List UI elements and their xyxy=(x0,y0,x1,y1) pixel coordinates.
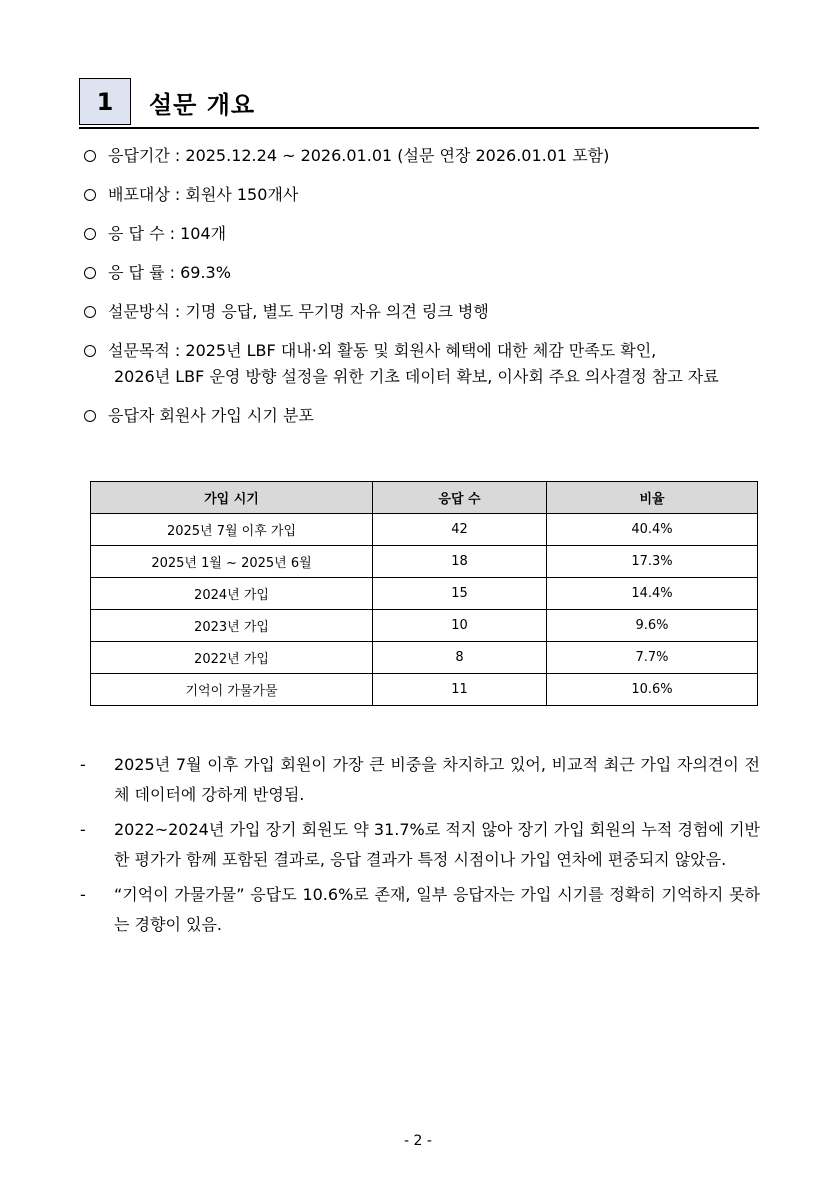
table-row xyxy=(91,514,758,546)
cell-count: 42 xyxy=(373,514,547,546)
dash-marker: - xyxy=(80,885,86,904)
bullet-period xyxy=(84,143,764,169)
bullet-text: 응답기간 : 2025.12.24 ~ 2026.01.01 (설문 연장 2026.01.01 포함) xyxy=(108,146,610,165)
circle-bullet-icon xyxy=(84,345,96,357)
cell-period: 2023년 가입 xyxy=(91,610,373,642)
section-header xyxy=(79,78,759,129)
page-number: - 2 - xyxy=(404,1133,432,1149)
table-row xyxy=(91,610,758,642)
bullet-text-continued: 2026년 LBF 운영 방향 설정을 위한 기초 데이터 확보, 이사회 주요 의사결정 참고 자료 xyxy=(114,367,719,386)
bullet-text: 설문목적 : 2025년 LBF 대내·외 활동 및 회원사 혜택에 대한 체감 만족도 확인, xyxy=(108,341,657,360)
bullet-method xyxy=(84,299,764,325)
table-header-row xyxy=(91,482,758,514)
cell-period: 2024년 가입 xyxy=(91,578,373,610)
bullet-text: 설문방식 : 기명 응답, 별도 무기명 자유 의견 링크 병행 xyxy=(108,302,489,321)
cell-count: 10 xyxy=(373,610,547,642)
cell-ratio: 9.6% xyxy=(547,610,758,642)
bullet-text: 배포대상 : 회원사 150개사 xyxy=(108,185,299,204)
bullet-text: 응답자 회원사 가입 시기 분포 xyxy=(108,406,314,425)
note-text: 2022~2024년 가입 장기 회원도 약 31.7%로 적지 않아 장기 가입 회원의 누적 경험에 기반한 평가가 함께 포함된 결과로, 응답 결과가 특정 시점이나 가입 연차에 편중되지 않았음. xyxy=(114,820,760,869)
cell-ratio: 17.3% xyxy=(547,546,758,578)
circle-bullet-icon xyxy=(84,410,96,422)
overview-bullets xyxy=(84,143,764,442)
bullet-responses xyxy=(84,221,764,247)
circle-bullet-icon xyxy=(84,267,96,279)
bullet-purpose xyxy=(84,338,764,390)
circle-bullet-icon xyxy=(84,189,96,201)
table-row xyxy=(91,578,758,610)
note-item xyxy=(80,750,760,810)
bullet-distribution xyxy=(84,403,764,429)
cell-ratio: 7.7% xyxy=(547,642,758,674)
section-number: 1 xyxy=(79,78,131,125)
analysis-notes xyxy=(80,750,760,945)
cell-ratio: 14.4% xyxy=(547,578,758,610)
cell-count: 11 xyxy=(373,674,547,706)
section-title: 설문 개요 xyxy=(149,91,256,119)
cell-count: 15 xyxy=(373,578,547,610)
circle-bullet-icon xyxy=(84,228,96,240)
cell-period: 2025년 1월 ~ 2025년 6월 xyxy=(91,546,373,578)
header-join-period: 가입 시기 xyxy=(91,482,373,514)
circle-bullet-icon xyxy=(84,150,96,162)
cell-ratio: 10.6% xyxy=(547,674,758,706)
cell-count: 18 xyxy=(373,546,547,578)
cell-period: 2022년 가입 xyxy=(91,642,373,674)
table-row xyxy=(91,674,758,706)
bullet-text: 응 답 수 : 104개 xyxy=(108,224,227,243)
table-row xyxy=(91,642,758,674)
table-row xyxy=(91,546,758,578)
note-item xyxy=(80,880,760,940)
header-ratio: 비율 xyxy=(547,482,758,514)
cell-period: 기억이 가물가물 xyxy=(91,674,373,706)
bullet-text: 응 답 률 : 69.3% xyxy=(108,263,231,282)
cell-count: 8 xyxy=(373,642,547,674)
note-text: 2025년 7월 이후 가입 회원이 가장 큰 비중을 차지하고 있어, 비교적 최근 가입 자의견이 전체 데이터에 강하게 반영됨. xyxy=(114,755,760,804)
dash-marker: - xyxy=(80,820,86,839)
cell-period: 2025년 7월 이후 가입 xyxy=(91,514,373,546)
circle-bullet-icon xyxy=(84,306,96,318)
note-item xyxy=(80,815,760,875)
bullet-rate xyxy=(84,260,764,286)
dash-marker: - xyxy=(80,755,86,774)
join-period-table xyxy=(90,481,758,706)
note-text: “기억이 가물가물” 응답도 10.6%로 존재, 일부 응답자는 가입 시기를 정확히 기억하지 못하는 경향이 있음. xyxy=(114,885,760,934)
cell-ratio: 40.4% xyxy=(547,514,758,546)
bullet-target xyxy=(84,182,764,208)
header-response-count: 응답 수 xyxy=(373,482,547,514)
